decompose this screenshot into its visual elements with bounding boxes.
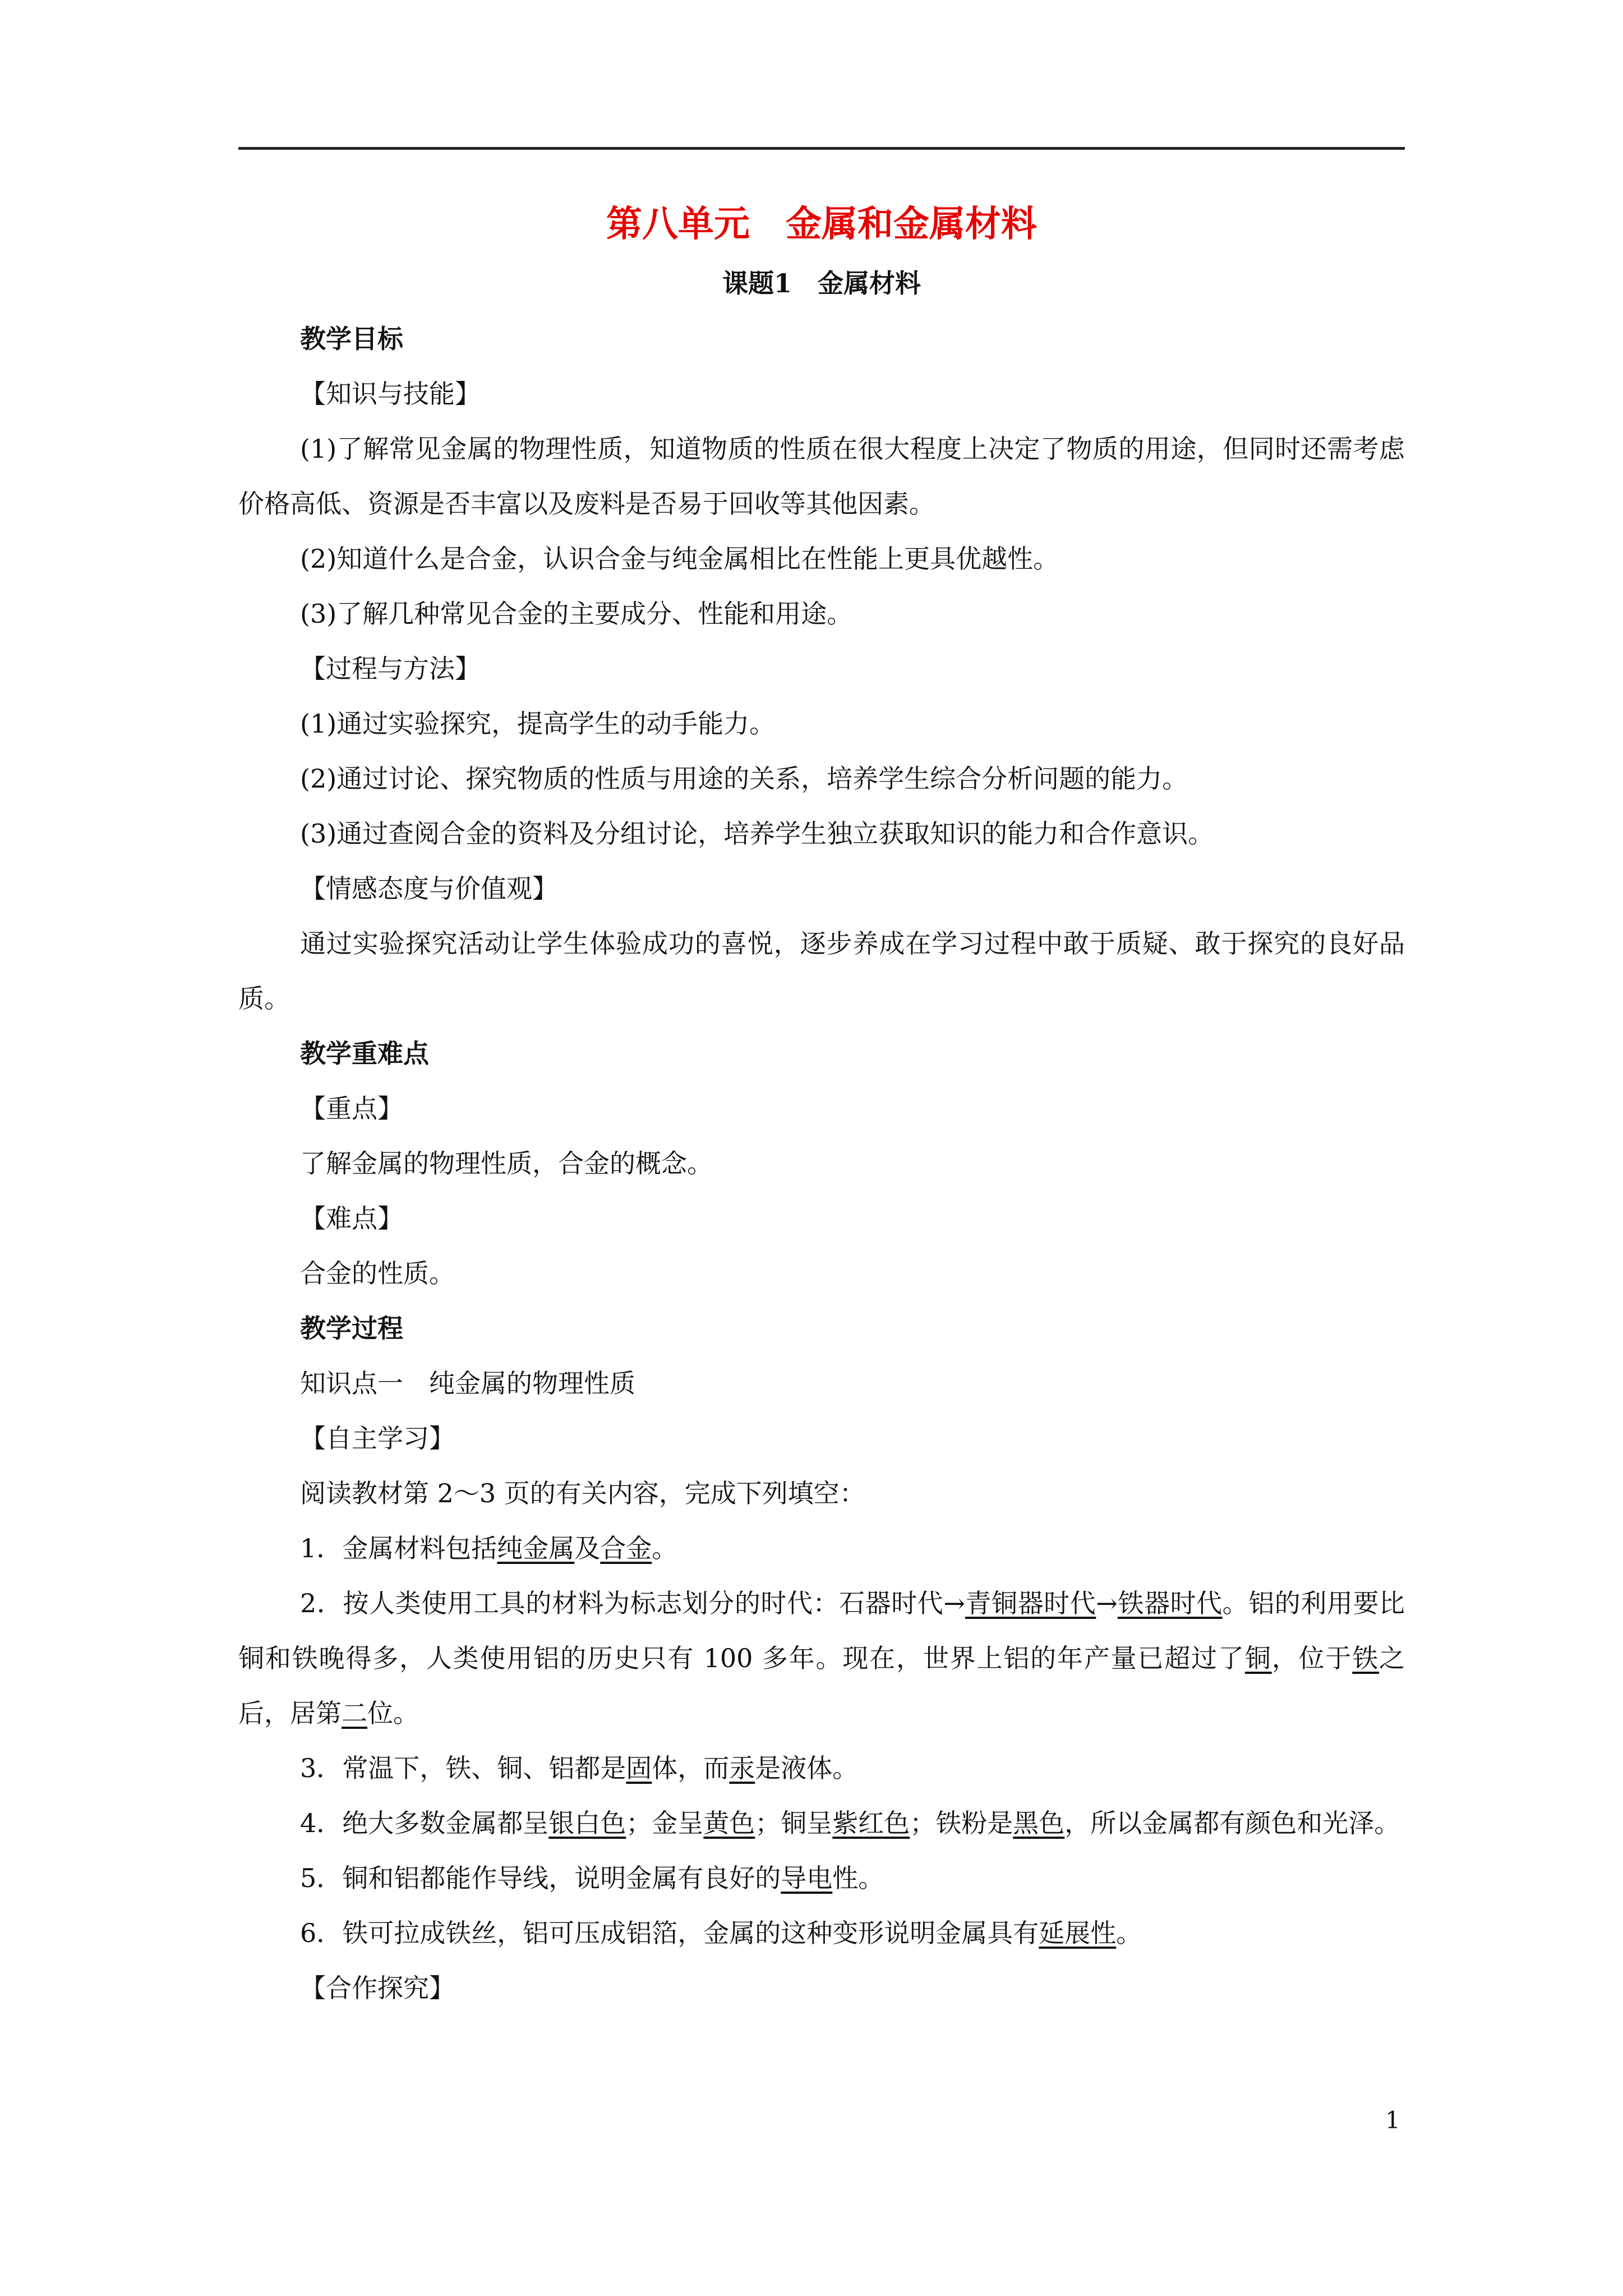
answer-blank: 延展性 bbox=[1039, 1918, 1117, 1948]
cooperate-label: 【合作探究】 bbox=[300, 1973, 455, 2003]
text-fragment: 位。 bbox=[367, 1698, 419, 1728]
fill-item-5 bbox=[238, 1851, 1405, 1906]
difficult-label: 【难点】 bbox=[300, 1203, 403, 1234]
emotion-text: 通过实验探究活动让学生体验成功的喜悦，逐步养成在学习过程中敢于质疑、敢于探究的良好品质。 bbox=[238, 928, 1405, 1014]
answer-blank: 导电 bbox=[781, 1863, 833, 1893]
answer-blank: 铜 bbox=[1244, 1643, 1272, 1673]
key-label: 【重点】 bbox=[300, 1093, 403, 1124]
header-rule bbox=[238, 147, 1405, 150]
text-fragment: 及 bbox=[574, 1533, 601, 1563]
text-fragment: 5．铜和铝都能作导线，说明金属有良好的 bbox=[300, 1863, 781, 1893]
ks-item-2: (2)知道什么是合金，认识合金与纯金属相比在性能上更具优越性。 bbox=[300, 544, 1059, 574]
text-fragment: 性。 bbox=[832, 1863, 884, 1893]
text-fragment: 。 bbox=[1116, 1918, 1142, 1948]
knowledge-point-1: 知识点一 纯金属的物理性质 bbox=[300, 1368, 635, 1398]
reading-instruction: 阅读教材第 2～3 页的有关内容，完成下列填空： bbox=[300, 1478, 865, 1508]
text-fragment: ，位于 bbox=[1271, 1643, 1353, 1673]
answer-blank: 固 bbox=[626, 1753, 652, 1783]
process-methods-label: 【过程与方法】 bbox=[300, 654, 481, 684]
text-fragment: 。 bbox=[652, 1533, 678, 1563]
page-content bbox=[238, 194, 1405, 2016]
answer-blank: 紫红色 bbox=[832, 1808, 910, 1838]
fill-item-1 bbox=[238, 1521, 1405, 1576]
fill-item-3 bbox=[238, 1741, 1405, 1796]
ks-item-1: (1)了解常见金属的物理性质，知道物质的性质在很大程度上决定了物质的用途，但同时还需考虑价格高低、资源是否丰富以及废料是否易于回收等其他因素。 bbox=[238, 434, 1405, 519]
text-fragment: 6．铁可拉成铁丝，铝可压成铝箔，金属的这种变形说明金属具有 bbox=[300, 1918, 1039, 1948]
knowledge-skills-label: 【知识与技能】 bbox=[300, 379, 481, 409]
emotion-label: 【情感态度与价值观】 bbox=[300, 873, 558, 904]
fill-item-6 bbox=[238, 1906, 1405, 1961]
text-fragment: 是液体。 bbox=[755, 1753, 859, 1783]
text-fragment: 。铝的利用要比铜和铁晚得多，人类使用铝的历史只有 100 多年。现在，世界上铝的年产量已超过了 bbox=[238, 1588, 1405, 1673]
text-fragment: 之后，居第 bbox=[238, 1643, 1405, 1728]
answer-blank: 黑色 bbox=[1013, 1808, 1065, 1838]
pm-item-2: (2)通过讨论、探究物质的性质与用途的关系，培养学生综合分析问题的能力。 bbox=[300, 763, 1188, 794]
text-fragment: 体，而 bbox=[652, 1753, 730, 1783]
text-fragment: ；金呈 bbox=[626, 1808, 704, 1838]
unit-title: 第八单元 金属和金属材料 bbox=[606, 203, 1037, 245]
text-fragment: 4．绝大多数金属都呈 bbox=[300, 1808, 549, 1838]
answer-blank: 铁器时代 bbox=[1117, 1588, 1223, 1618]
pm-item-1: (1)通过实验探究，提高学生的动手能力。 bbox=[300, 708, 776, 739]
process-heading: 教学过程 bbox=[300, 1313, 403, 1343]
key-difficult-heading: 教学重难点 bbox=[300, 1038, 429, 1069]
answer-blank: 银白色 bbox=[548, 1808, 626, 1838]
fill-item-4 bbox=[238, 1796, 1405, 1851]
text-fragment: 2．按人类使用工具的材料为标志划分的时代：石器时代→ bbox=[300, 1588, 965, 1618]
text-fragment: ，所以金属都有颜色和光泽。 bbox=[1064, 1808, 1400, 1838]
key-text: 了解金属的物理性质，合金的概念。 bbox=[300, 1148, 713, 1179]
text-fragment: 3．常温下，铁、铜、铝都是 bbox=[300, 1753, 626, 1783]
goals-heading: 教学目标 bbox=[300, 324, 403, 354]
lesson-title: 课题1 金属材料 bbox=[722, 268, 921, 298]
answer-blank: 铁 bbox=[1352, 1643, 1380, 1673]
text-fragment: → bbox=[1096, 1588, 1118, 1618]
ks-item-3: (3)了解几种常见合金的主要成分、性能和用途。 bbox=[300, 599, 853, 629]
answer-blank: 纯金属 bbox=[497, 1533, 575, 1563]
self-study-label: 【自主学习】 bbox=[300, 1423, 455, 1453]
answer-blank: 合金 bbox=[600, 1533, 652, 1563]
answer-blank: 黄色 bbox=[703, 1808, 755, 1838]
answer-blank: 青铜器时代 bbox=[965, 1588, 1096, 1618]
text-fragment: 1．金属材料包括 bbox=[300, 1533, 497, 1563]
text-fragment: ；铜呈 bbox=[755, 1808, 833, 1838]
difficult-text: 合金的性质。 bbox=[300, 1258, 455, 1289]
answer-blank: 二 bbox=[342, 1698, 367, 1728]
answer-blank: 汞 bbox=[729, 1753, 755, 1783]
text-fragment: ；铁粉是 bbox=[910, 1808, 1013, 1838]
fill-item-2 bbox=[238, 1576, 1405, 1741]
page-number: 1 bbox=[1385, 2106, 1400, 2134]
pm-item-3: (3)通过查阅合金的资料及分组讨论，培养学生独立获取知识的能力和合作意识。 bbox=[300, 818, 1214, 849]
